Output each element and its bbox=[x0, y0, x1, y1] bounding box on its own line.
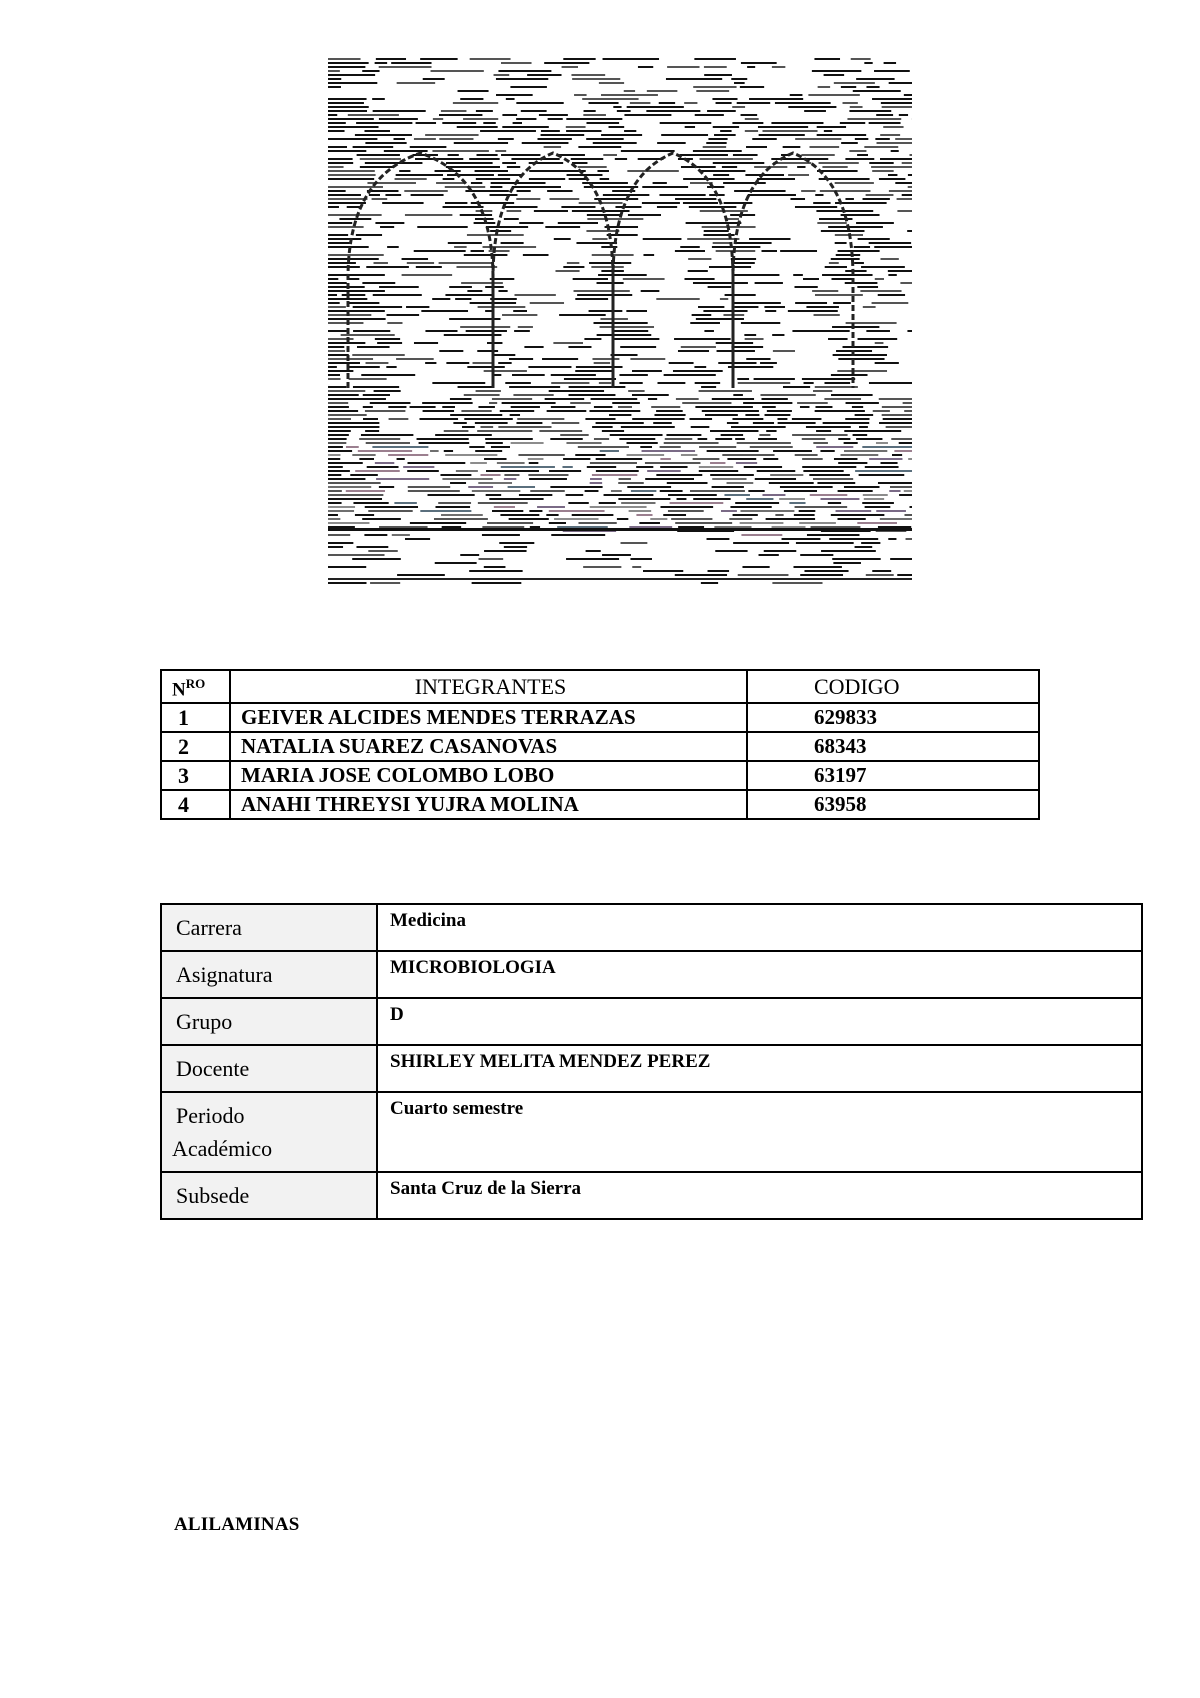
asignatura-row bbox=[161, 951, 1142, 998]
carrera-value: Medicina bbox=[377, 904, 1142, 951]
member-name: ANAHI THREYSI YUJRA MOLINA bbox=[230, 790, 747, 819]
subsede-row bbox=[161, 1172, 1142, 1219]
member-code: 68343 bbox=[747, 732, 1039, 761]
members-table bbox=[160, 669, 1040, 820]
table-row bbox=[161, 790, 1039, 819]
cover-image bbox=[328, 58, 912, 584]
asignatura-label: Asignatura bbox=[161, 951, 377, 998]
member-number: 1 bbox=[161, 703, 230, 732]
table-row bbox=[161, 761, 1039, 790]
periodo-label bbox=[161, 1092, 377, 1172]
members-header-row bbox=[161, 670, 1039, 703]
member-code: 629833 bbox=[747, 703, 1039, 732]
carrera-label: Carrera bbox=[161, 904, 377, 951]
docente-value: SHIRLEY MELITA MENDEZ PEREZ bbox=[377, 1045, 1142, 1092]
document-topic: ALILAMINAS bbox=[174, 1514, 300, 1535]
member-number: 2 bbox=[161, 732, 230, 761]
header-integrantes: INTEGRANTES bbox=[230, 670, 747, 703]
grupo-value: D bbox=[377, 998, 1142, 1045]
header-nro: $N^{RO}$ bbox=[161, 670, 230, 703]
docente-label: Docente bbox=[161, 1045, 377, 1092]
subsede-label: Subsede bbox=[161, 1172, 377, 1219]
periodo-row bbox=[161, 1092, 1142, 1172]
periodo-label-line1: Periodo bbox=[176, 1103, 245, 1128]
periodo-label-line2: Académico bbox=[172, 1136, 273, 1161]
docente-row bbox=[161, 1045, 1142, 1092]
course-info-table bbox=[160, 903, 1143, 1220]
periodo-value: Cuarto semestre bbox=[377, 1092, 1142, 1172]
header-codigo: CODIGO bbox=[747, 670, 1039, 703]
member-name: MARIA JOSE COLOMBO LOBO bbox=[230, 761, 747, 790]
carrera-row bbox=[161, 904, 1142, 951]
subsede-value: Santa Cruz de la Sierra bbox=[377, 1172, 1142, 1219]
member-code: 63197 bbox=[747, 761, 1039, 790]
member-number: 4 bbox=[161, 790, 230, 819]
member-name: NATALIA SUAREZ CASANOVAS bbox=[230, 732, 747, 761]
asignatura-value: MICROBIOLOGIA bbox=[377, 951, 1142, 998]
cathedral-arches-icon bbox=[328, 58, 912, 584]
grupo-label: Grupo bbox=[161, 998, 377, 1045]
table-row bbox=[161, 732, 1039, 761]
table-row bbox=[161, 703, 1039, 732]
member-number: 3 bbox=[161, 761, 230, 790]
member-code: 63958 bbox=[747, 790, 1039, 819]
grupo-row bbox=[161, 998, 1142, 1045]
member-name: GEIVER ALCIDES MENDES TERRAZAS bbox=[230, 703, 747, 732]
